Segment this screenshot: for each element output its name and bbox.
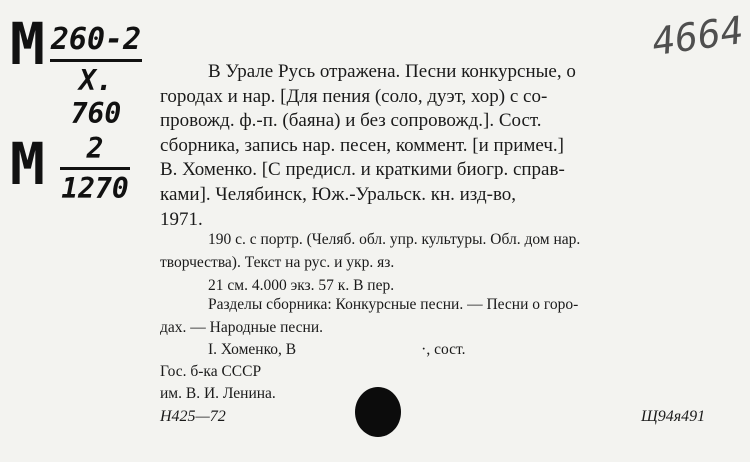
punch-hole: [355, 387, 401, 437]
holder-block: [160, 339, 465, 405]
call-number-bottom: [60, 132, 130, 205]
added-entry: [160, 339, 465, 361]
call-number-bottom-denominator: 1270: [61, 172, 129, 205]
added-entry-role: ·, сост.: [421, 341, 466, 358]
holder-line-2: им. В. И. Ленина.: [160, 385, 276, 402]
call-mark-letter-top: М: [10, 10, 43, 78]
call-number-top-denominator: X. 760: [70, 64, 122, 130]
description-line: 1971.: [160, 208, 203, 230]
added-entry-name: I. Хоменко, В: [208, 341, 297, 358]
description-line: городах и нар. [Для пения (соло, дуэт, хор) с со-: [160, 85, 548, 107]
physical-line: творчества). Текст на рус. и укр. яз.: [160, 254, 395, 271]
contents-line: дах. — Народные песни.: [160, 319, 324, 336]
description-line: сборника, запись нар. песен, коммент. [и примеч.]: [160, 134, 564, 156]
call-mark-letter-bottom: М: [10, 130, 43, 198]
description-line: В. Хоменко. [С предисл. и краткими биогр. справ-: [160, 159, 565, 181]
call-number-top: [50, 22, 142, 130]
physical-description: [160, 228, 720, 297]
card-number-code: Н425—72: [160, 408, 226, 425]
physical-line: 190 с. с портр. (Челяб. обл. упр. культуры. Обл. дом нар.: [208, 231, 581, 248]
contents-line: Разделы сборника: Конкурсные песни. — Песни о горо-: [208, 296, 579, 313]
classification-code: Щ94я491: [641, 408, 706, 425]
physical-line: 21 см. 4.000 экз. 57 к. В пер.: [208, 277, 395, 294]
description-line: провожд. ф.-п. (баяна) и без сопровожд.]. Сост.: [160, 110, 542, 132]
call-number-bottom-numerator: 2: [86, 132, 104, 165]
fraction-bar: [60, 167, 130, 170]
description-line: ками]. Челябинск, Юж.-Уральск. кн. изд-во,: [160, 183, 517, 205]
description-line: В Урале Русь отражена. Песни конкурсные, о: [208, 61, 576, 82]
fraction-bar: [50, 59, 142, 62]
call-number-top-numerator: 260-2: [50, 22, 142, 57]
bibliographic-description: [160, 60, 720, 232]
corner-handwritten-number: 4664: [649, 7, 747, 65]
holder-line-1: Гос. б-ка СССР: [160, 363, 262, 380]
contents-note: [160, 293, 720, 339]
